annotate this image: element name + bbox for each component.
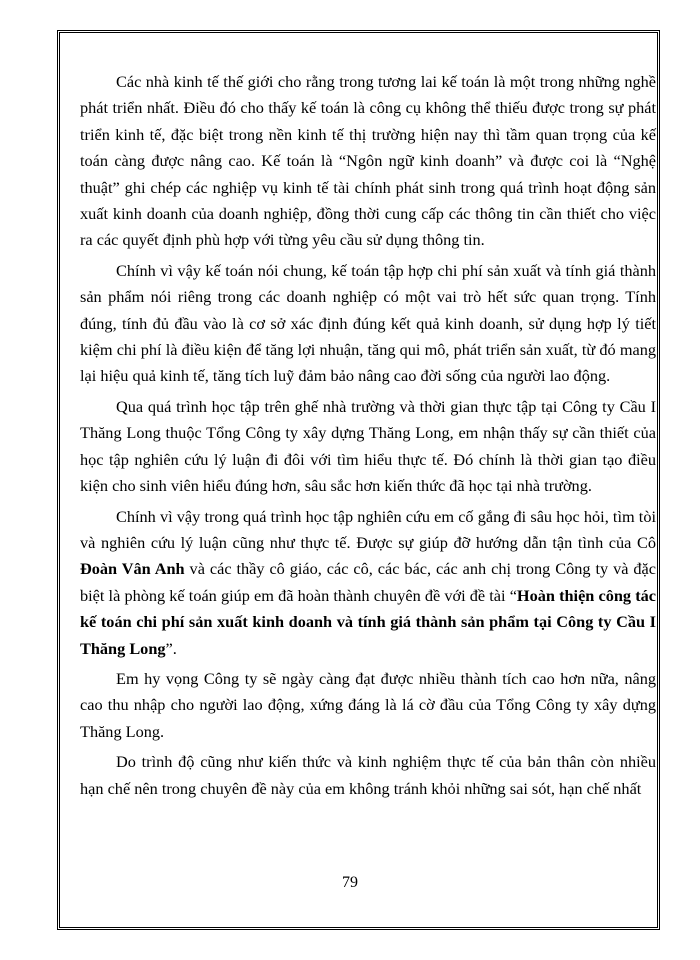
- paragraph-6: Do trình độ cũng như kiến thức và kinh nghiệm thực tế của bản thân còn nhiều hạn chế nên trong chuyên đề này của em không tránh khỏi những sai sót, hạn chế nhất: [80, 752, 656, 798]
- paragraph-4-part-1: Chính vì vậy trong quá trình học tập nghiên cứu em cố gắng đi sâu học hỏi, tìm tòi và nghiên cứu lý luận cũng như thực tế. Được sự giúp đỡ hướng dẫn tận tình của Cô: [80, 506, 656, 552]
- paragraph-4-part-2: và các thầy cô giáo, các cô, các bác, các anh chị trong Công ty và đặc biệt là phòng kế toán giúp em đã hoàn thành chuyên đề với đề tài “: [80, 559, 656, 605]
- thesis-title: Hoàn thiện công tác kế toán chi phí sản xuất kinh doanh và tính giá thành sản phẩm tại Công ty Cầu I Thăng Long: [80, 585, 656, 658]
- paragraph-3: Qua quá trình học tập trên ghế nhà trường và thời gian thực tập tại Công ty Cầu I Thăng Long thuộc Tổng Công ty xây dựng Thăng Long, em nhận thấy sự cần thiết của học tập nghiên cứu lý luận đi đôi với tìm hiểu thực tế. Đó chính là thời gian tạo điều kiện cho sinh viên hiểu đúng hơn, sâu sắc hơn kiến thức đã học tại nhà trường.: [80, 396, 656, 496]
- document-body: [80, 69, 656, 806]
- page-number: 79: [342, 874, 358, 891]
- advisor-name: Đoàn Vân Anh: [80, 559, 185, 579]
- paragraph-4: [80, 504, 656, 662]
- paragraph-4-part-3: ”.: [165, 638, 177, 658]
- paragraph-2: Chính vì vậy kế toán nói chung, kế toán tập hợp chi phí sản xuất và tính giá thành sản phẩm nói riêng trong các doanh nghiệp có một vai trò hết sức quan trọng. Tính đúng, tính đủ đầu vào là cơ sở xác định đúng kết quả kinh doanh, sử dụng hợp lý tiết kiệm chi phí là điều kiện để tăng lợi nhuận, tăng qui mô, phát triển sản xuất, từ đó mang lại hiệu quả kinh tế, tăng tích luỹ đảm bảo nâng cao đời sống của người lao động.: [80, 260, 656, 386]
- paragraph-1: Các nhà kinh tế thế giới cho rằng trong tương lai kế toán là một trong những nghề phát triển nhất. Điều đó cho thấy kế toán là công cụ không thể thiếu được trong sự phát triển kinh tế, đặc biệt trong nền kinh tế thị trường hiện nay thì tầm quan trọng của kế toán càng được nâng cao. Kế toán là “Ngôn ngữ kinh doanh” và được coi là “Nghệ thuật” ghi chép các nghiệp vụ kinh tế tài chính phát sinh trong quá trình hoạt động sản xuất kinh doanh của doanh nghiệp, đồng thời cung cấp các thông tin cần thiết cho việc ra các quyết định phù hợp với từng yêu cầu sử dụng thông tin.: [80, 72, 656, 250]
- paragraph-5: Em hy vọng Công ty sẽ ngày càng đạt được nhiều thành tích cao hơn nữa, nâng cao thu nhập cho người lao động, xứng đáng là lá cờ đầu của Tổng Công ty xây dựng Thăng Long.: [80, 668, 656, 741]
